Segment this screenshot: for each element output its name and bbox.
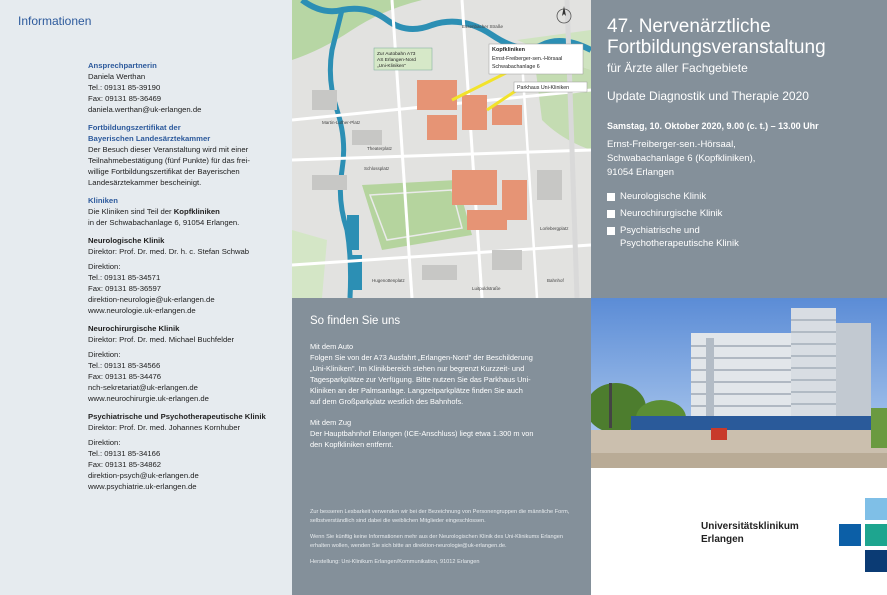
train-title: Mit dem Zug — [310, 418, 352, 427]
cert-block — [88, 122, 284, 188]
neuro-block — [88, 235, 284, 316]
neuro-director: Direktor: Prof. Dr. med. Dr. h. c. Stefan Schwab — [88, 247, 250, 256]
clinic-item — [607, 224, 871, 250]
cert-heading-2: Bayerischen Landesärztekammer — [88, 134, 211, 143]
cert-line: willige Fortbildungszertifikat der Bayerischen — [88, 167, 240, 176]
bullet-square-icon — [607, 193, 615, 201]
event-date: Samstag, 10. Oktober 2020, 9.00 (c. t.) – 13.00 Uhr — [607, 121, 819, 131]
info-panel — [0, 0, 292, 595]
neuro-tel: Tel.: 09131 85-34571 — [88, 273, 161, 282]
neuro-label: Direktion: — [88, 262, 121, 271]
directions-car — [310, 341, 573, 407]
car-line: „Uni-Kliniken". Im Klinikbereich stehen nur begrenzt Kurzzeit- und — [310, 364, 525, 373]
street-label: Lorlebergplatz — [540, 226, 569, 231]
neurochir-label: Direktion: — [88, 350, 121, 359]
clinic-item — [607, 190, 871, 203]
callout-title: Kopfkliniken — [492, 47, 526, 53]
neuro-email[interactable]: direktion-neurologie@uk-erlangen.de — [88, 295, 215, 304]
map-graphic — [292, 0, 591, 298]
event-venue — [607, 138, 871, 180]
event-title — [607, 16, 871, 58]
car-line: Kliniken an der Palmsanlage. Langzeitparkplätze finden Sie auch — [310, 386, 523, 395]
street-label: Essenbacher Straße — [462, 24, 504, 29]
info-content — [88, 60, 284, 499]
footnote: Zur besseren Lesbarkeit verwenden wir bei der Bezeichnung von Personengruppen die männliche Form, selbstverständlich sind dabei die weiblichen Mitglieder eingeschlossen. — [310, 509, 570, 524]
train-line: Der Hauptbahnhof Erlangen (ICE-Anschluss) liegt etwa 1.300 m von — [310, 429, 534, 438]
callout-line: Ernst-Freiberger-sen.-Hörsaal — [492, 56, 563, 62]
directions-section — [292, 298, 591, 595]
logo-area — [591, 468, 887, 595]
contact-email[interactable]: daniela.werthan@uk-erlangen.de — [88, 105, 202, 114]
car-line: Tagesparkplätze zur Verfügung. Bitte nutzen Sie das Parkhaus Uni- — [310, 375, 531, 384]
callout-line: Schwabachanlage 6 — [492, 64, 540, 70]
logo-line: Erlangen — [701, 534, 744, 545]
cert-line: Landesärztekammer bescheinigt. — [88, 178, 202, 187]
city-map — [292, 0, 591, 298]
neurochir-fax: Fax: 09131 85-34476 — [88, 372, 162, 381]
map-panel — [292, 0, 591, 595]
footnote: Wenn Sie künftig keine Informationen mehr aus der Neurologischen Klinik des Uni-Klinikums Erlangen erhalten wollen, wenden Sie sich bitte an direktion-neurologie@uk-erlangen.de. — [310, 534, 563, 549]
car-line: auf dem Großparkplatz westlich des Bahnhofs. — [310, 397, 464, 406]
car-line: Folgen Sie von der A73 Ausfahrt „Erlangen-Nord" der Beschilderung — [310, 353, 533, 362]
clinics-line-1-bold: Kopfkliniken — [173, 207, 220, 216]
autobahn-line: AS Erlangen-Nord — [377, 58, 416, 63]
clinics-line-1-text: Die Kliniken sind Teil der — [88, 207, 174, 216]
street-label: Hugenottenplatz — [372, 278, 405, 283]
street-label: Bahnhof — [547, 278, 564, 283]
neurochir-web[interactable]: www.neurochirurgie.uk-erlangen.de — [88, 394, 209, 403]
psych-block — [88, 411, 284, 492]
event-title-line: Fortbildungsveranstaltung — [607, 37, 826, 58]
footnote: Herstellung: Uni-Klinikum Erlangen/Kommunikation, 91012 Erlangen — [310, 559, 480, 565]
contact-block — [88, 60, 284, 115]
bullet-square-icon — [607, 227, 615, 235]
contact-heading: Ansprechpartnerin — [88, 61, 157, 70]
logo-line: Universitätsklinikum — [701, 521, 799, 532]
neurochir-tel: Tel.: 09131 85-34566 — [88, 361, 161, 370]
psych-email[interactable]: direktion-psych@uk-erlangen.de — [88, 471, 199, 480]
callout-parkhaus-text: Parkhaus Uni-Kliniken — [517, 85, 570, 91]
street-label: Martin-Luther-Platz — [322, 120, 361, 125]
clinic-label-line: Psychiatrische und — [620, 225, 700, 236]
car-title: Mit dem Auto — [310, 342, 354, 351]
venue-line: Ernst-Freiberger-sen.-Hörsaal, — [607, 139, 736, 150]
contact-fax: Fax: 09131 85-36469 — [88, 94, 162, 103]
info-title: Informationen — [18, 14, 92, 28]
directions-title: So finden Sie uns — [310, 315, 401, 327]
psych-label: Direktion: — [88, 438, 121, 447]
clinic-item — [607, 207, 871, 220]
footnotes — [310, 508, 573, 567]
event-title-line: 47. Nervenärztliche — [607, 16, 771, 37]
clinics-heading: Kliniken — [88, 196, 118, 205]
psych-director: Direktor: Prof. Dr. med. Johannes Kornhuber — [88, 423, 241, 432]
autobahn-line: „Uni-Kliniken" — [377, 64, 406, 69]
street-label: Schlossplatz — [364, 166, 390, 171]
street-label: Theaterplatz — [367, 146, 393, 151]
clinic-label: Neurochirurgische Klinik — [620, 208, 723, 219]
venue-line: 91054 Erlangen — [607, 167, 675, 178]
psych-web[interactable]: www.psychiatrie.uk-erlangen.de — [88, 482, 197, 491]
event-subtitle-2: Update Diagnostik und Therapie 2020 — [607, 89, 809, 103]
clinics-line-1 — [88, 206, 284, 217]
psych-heading: Psychiatrische und Psychotherapeutische Klinik — [88, 412, 266, 421]
contact-name: Daniela Werthan — [88, 72, 146, 81]
clinic-list — [607, 190, 871, 250]
university-logo-text — [701, 520, 799, 546]
hospital-building-image — [591, 298, 887, 468]
neurochir-director: Direktor: Prof. Dr. med. Michael Buchfelder — [88, 335, 235, 344]
event-header — [591, 0, 887, 298]
cover-panel — [591, 0, 887, 595]
directions-train — [310, 417, 573, 450]
clinics-block — [88, 195, 284, 228]
neurochir-heading: Neurochirurgische Klinik — [88, 324, 180, 333]
neuro-web[interactable]: www.neurologie.uk-erlangen.de — [88, 306, 196, 315]
neurochir-email[interactable]: nch-sekretariat@uk-erlangen.de — [88, 383, 198, 392]
street-label: Luitpoldstraße — [472, 286, 501, 291]
cert-line: Der Besuch dieser Veranstaltung wird mit einer — [88, 145, 249, 154]
autobahn-line: Zur Autobahn A73 — [377, 52, 416, 57]
psych-tel: Tel.: 09131 85-34166 — [88, 449, 161, 458]
cert-heading-1: Fortbildungszertifikat der — [88, 123, 181, 132]
cert-line: Teilnahmebestätigung (fünf Punkte) für das frei- — [88, 156, 250, 165]
neurochir-block — [88, 323, 284, 404]
bullet-square-icon — [607, 210, 615, 218]
clinic-label: Neurologische Klinik — [620, 191, 707, 202]
clinic-label-line: Psychotherapeutische Klinik — [620, 238, 739, 249]
neuro-heading: Neurologische Klinik — [88, 236, 165, 245]
train-line: den Kopfkliniken entfernt. — [310, 440, 394, 449]
venue-line: Schwabachanlage 6 (Kopfkliniken), — [607, 153, 756, 164]
clinic-label — [620, 224, 739, 250]
clinics-line-2: in der Schwabachanlage 6, 91054 Erlangen. — [88, 218, 240, 227]
contact-tel: Tel.: 09131 85-39190 — [88, 83, 161, 92]
psych-fax: Fax: 09131 85-34862 — [88, 460, 162, 469]
event-subtitle: für Ärzte aller Fachgebiete — [607, 61, 748, 75]
hospital-photo — [591, 298, 887, 468]
neuro-fax: Fax: 09131 85-36597 — [88, 284, 162, 293]
